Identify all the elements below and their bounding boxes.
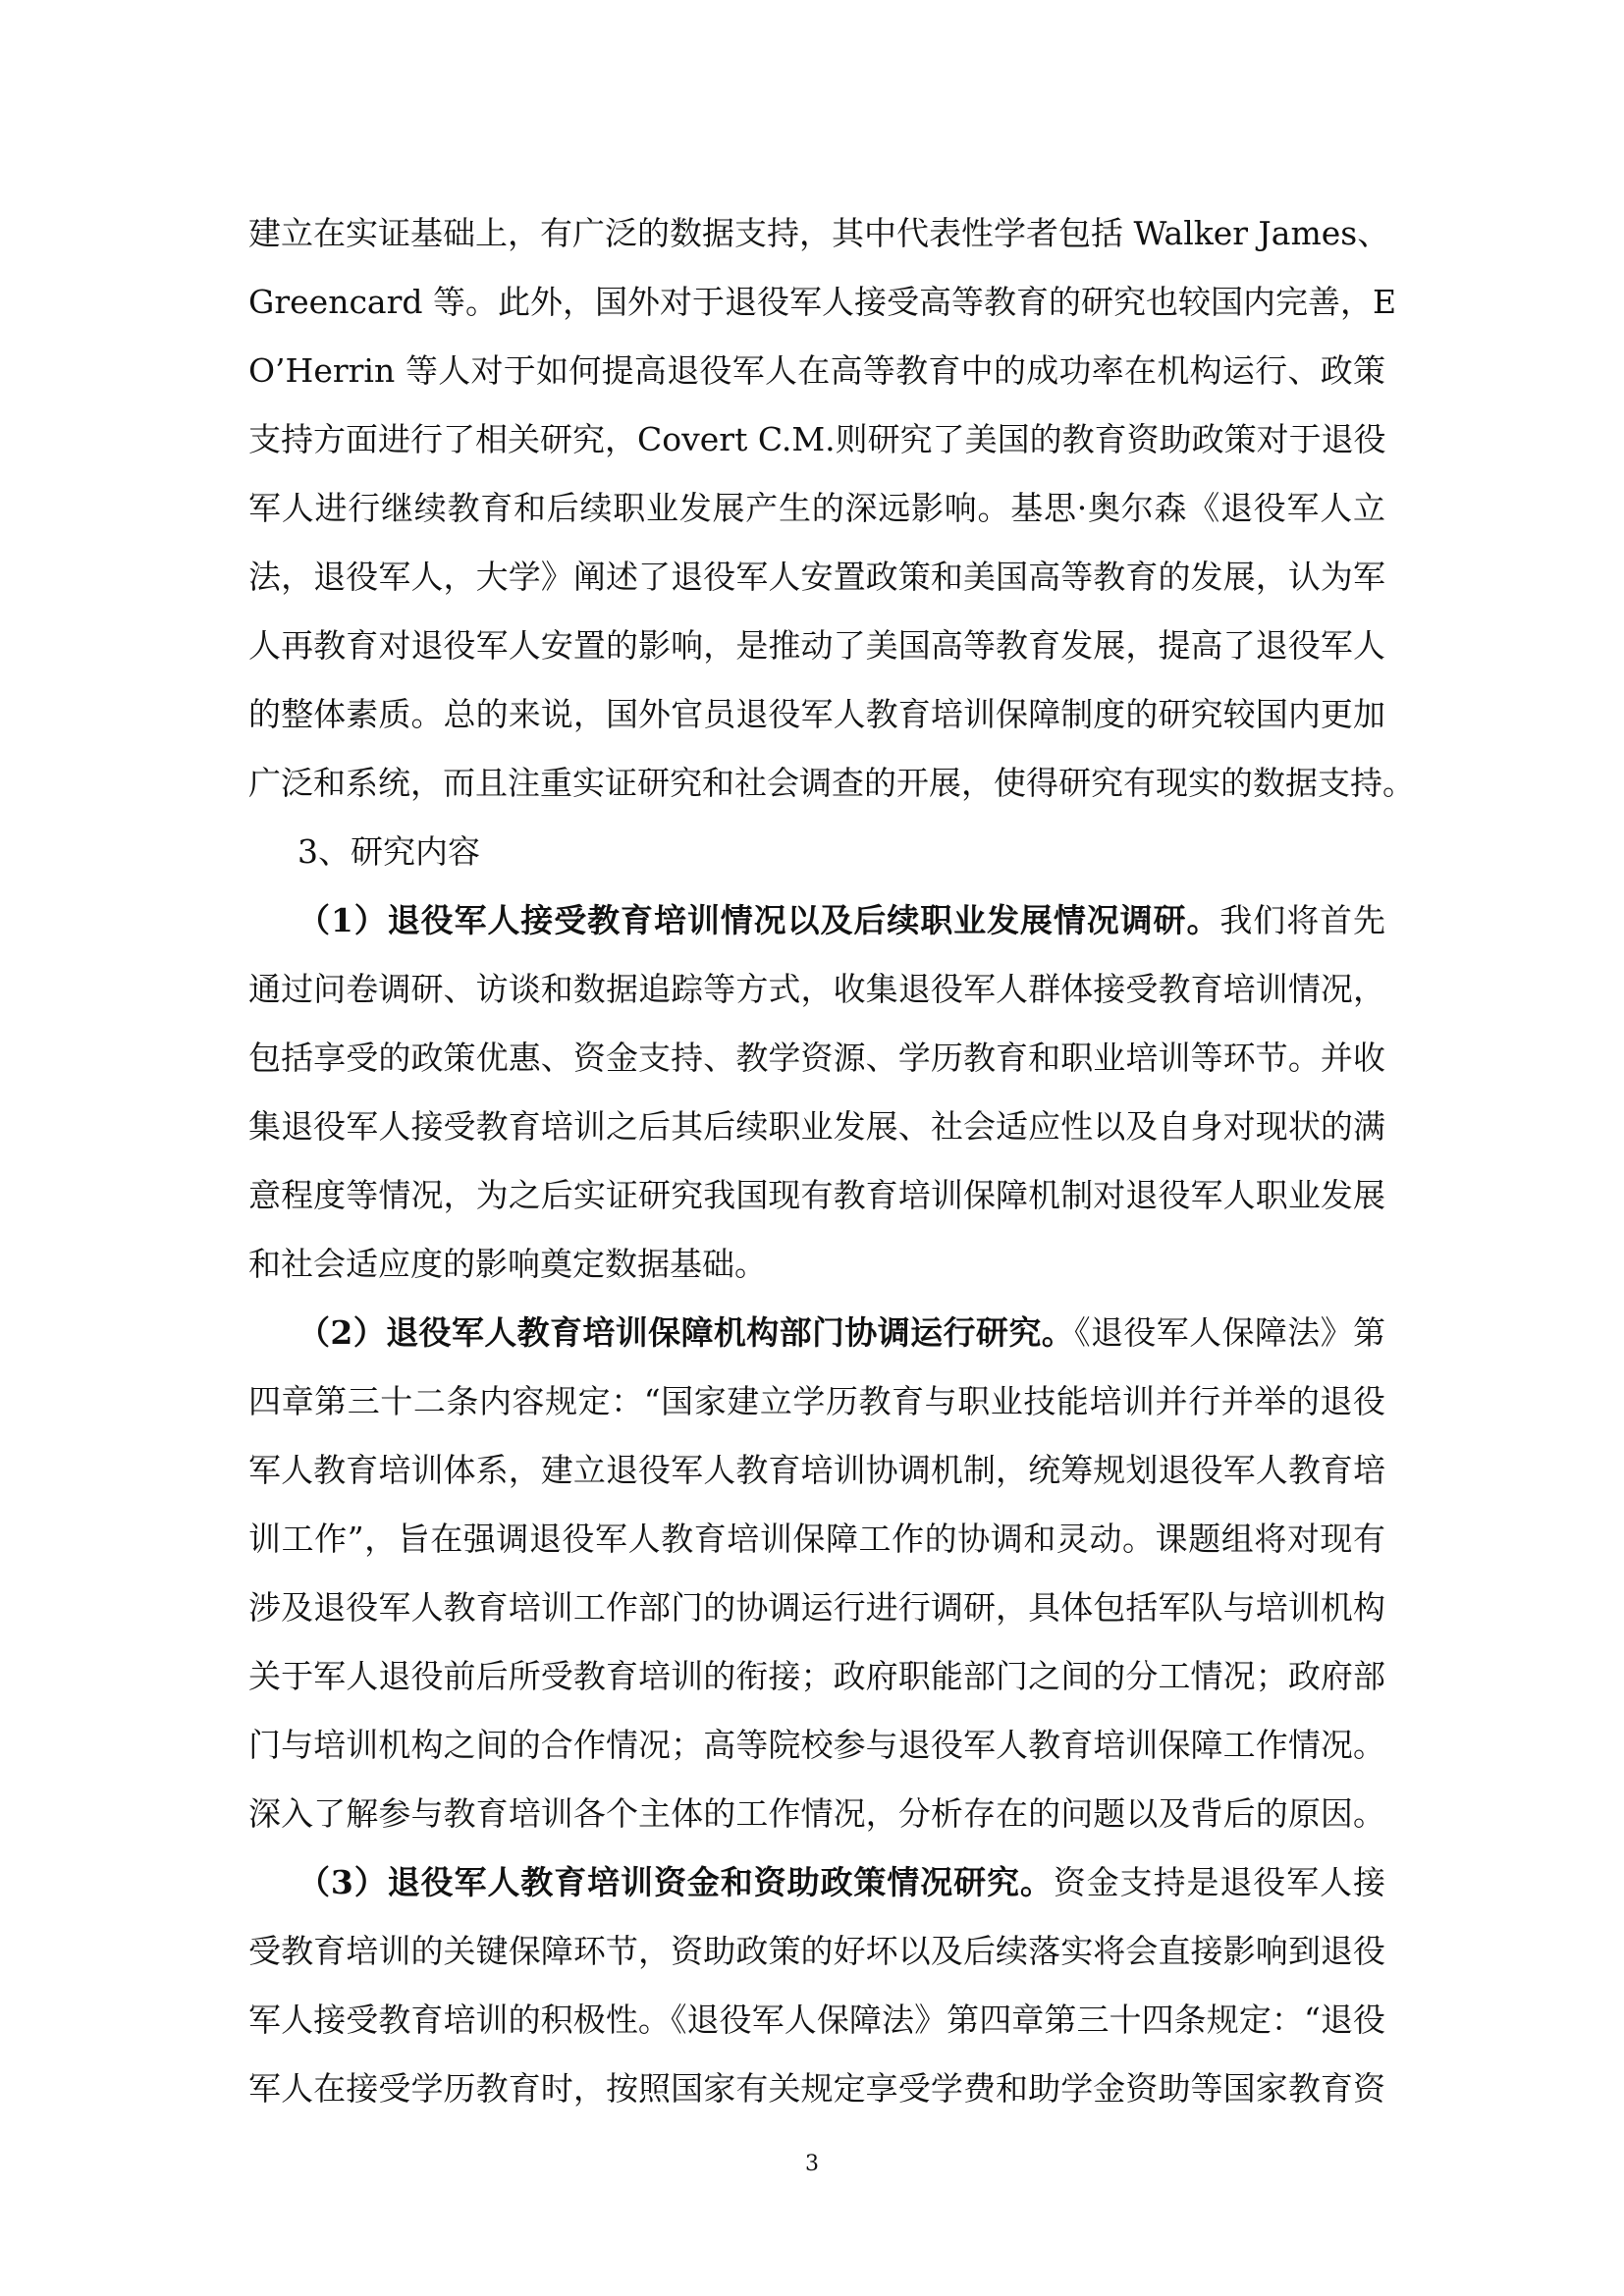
text-line: 受教育培训的关键保障环节，资助政策的好坏以及后续落实将会直接影响到退役 xyxy=(248,1932,1385,1970)
paragraph-1-first-line xyxy=(298,889,1385,952)
text-line: 人再教育对退役军人安置的影响，是推动了美国高等教育发展，提高了退役军人 xyxy=(248,626,1385,665)
text-line: 广泛和系统，而且注重实证研究和社会调查的开展，使得研究有现实的数据支持。 xyxy=(248,764,1415,802)
section-heading: 3、研究内容 xyxy=(298,832,480,871)
text-line: O’Herrin 等人对于如何提高退役军人在高等教育中的成功率在机构运行、政策 xyxy=(248,351,1385,390)
page-number: 3 xyxy=(805,2152,819,2176)
text-line: Greencard 等。此外，国外对于退役军人接受高等教育的研究也较国内完善，E xyxy=(248,283,1397,321)
text-line: 法，退役军人，大学》阐述了退役军人安置政策和美国高等教育的发展，认为军 xyxy=(248,558,1385,596)
text-line: 深入了解参与教育培训各个主体的工作情况，分析存在的问题以及背后的原因。 xyxy=(248,1794,1385,1833)
text-line: 的整体素质。总的来说，国外官员退役军人教育培训保障制度的研究较国内更加 xyxy=(248,695,1385,733)
text-line: 军人进行继续教育和后续职业发展产生的深远影响。基思·奥尔森《退役军人立 xyxy=(248,489,1385,527)
text-line: 四章第三十二条内容规定：“国家建立学历教育与职业技能培训并行并举的退役 xyxy=(248,1382,1385,1420)
paragraph-2-lead: （2）退役军人教育培训保障机构部门协调运行研究。 xyxy=(298,1313,1075,1352)
text-line: 训工作”，旨在强调退役军人教育培训保障工作的协调和灵动。课题组将对现有 xyxy=(248,1520,1385,1558)
text-line: 门与培训机构之间的合作情况；高等院校参与退役军人教育培训保障工作情况。 xyxy=(248,1726,1385,1764)
text-line: 集退役军人接受教育培训之后其后续职业发展、社会适应性以及自身对现状的满 xyxy=(248,1107,1385,1146)
text-line: 关于军人退役前后所受教育培训的衔接；政府职能部门之间的分工情况；政府部 xyxy=(248,1657,1385,1695)
text-line: 军人在接受学历教育时，按照国家有关规定享受学费和助学金资助等国家教育资 xyxy=(248,2069,1385,2108)
paragraph-3-lead: （3）退役军人教育培训资金和资助政策情况研究。 xyxy=(298,1863,1054,1901)
paragraph-3-first-line xyxy=(298,1851,1385,1914)
paragraph-1-lead: （1）退役军人接受教育培训情况以及后续职业发展情况调研。 xyxy=(298,901,1220,939)
text-line: 通过问卷调研、访谈和数据追踪等方式，收集退役军人群体接受教育培训情况， xyxy=(248,970,1385,1008)
text-line: 支持方面进行了相关研究，Covert C.M.则研究了美国的教育资助政策对于退役 xyxy=(248,420,1386,458)
text-line: 建立在实证基础上，有广泛的数据支持，其中代表性学者包括 Walker James、 xyxy=(248,214,1390,252)
text-line: 和社会适应度的影响奠定数据基础。 xyxy=(248,1245,767,1283)
paragraph-1-lead-rest: 我们将首先 xyxy=(1219,901,1386,939)
text-line: 军人接受教育培训的积极性。《退役军人保障法》第四章第三十四条规定：“退役 xyxy=(248,2001,1385,2039)
text-line: 意程度等情况，为之后实证研究我国现有教育培训保障机制对退役军人职业发展 xyxy=(248,1176,1385,1214)
text-line: 包括享受的政策优惠、资金支持、教学资源、学历教育和职业培训等环节。并收 xyxy=(248,1039,1385,1077)
text-line: 涉及退役军人教育培训工作部门的协调运行进行调研，具体包括军队与培训机构 xyxy=(248,1588,1385,1627)
paragraph-3-lead-rest: 资金支持是退役军人接 xyxy=(1053,1863,1385,1901)
text-line: 军人教育培训体系，建立退役军人教育培训协调机制，统筹规划退役军人教育培 xyxy=(248,1451,1385,1489)
paragraph-2-lead-rest: 《退役军人保障法》第 xyxy=(1074,1313,1385,1352)
paragraph-2-first-line xyxy=(298,1302,1385,1364)
